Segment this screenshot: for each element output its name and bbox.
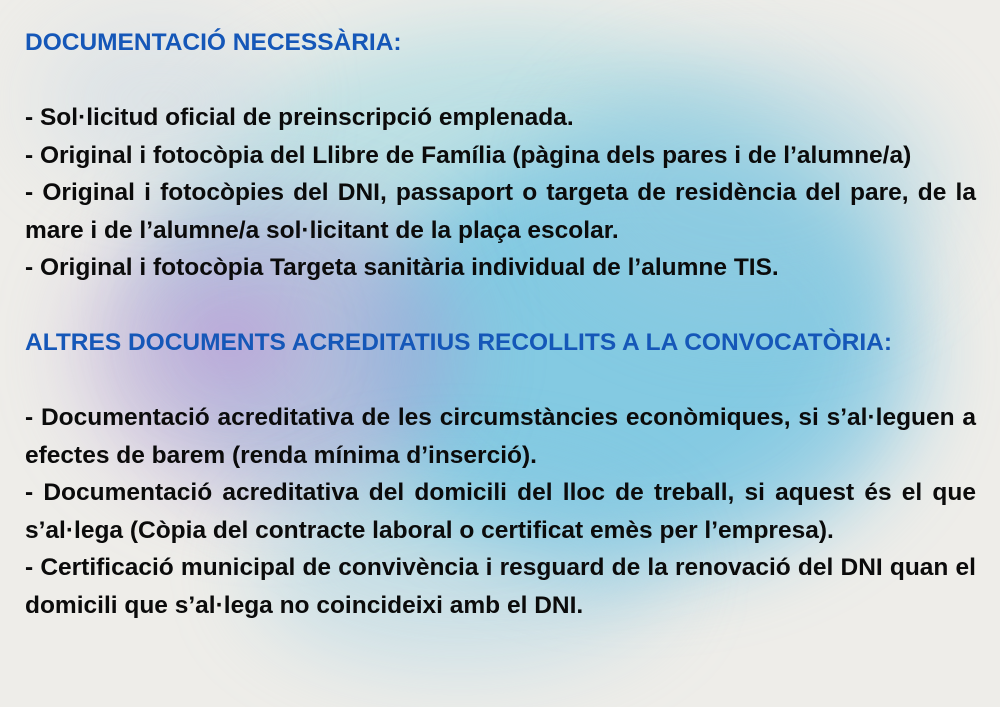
list-item: - Sol·licitud oficial de preinscripció emplenada. bbox=[25, 104, 574, 131]
blank-line bbox=[25, 362, 976, 400]
document-body bbox=[25, 24, 976, 624]
list-item: - Original i fotocòpies del DNI, passaport o targeta de residència del pare, de la mare i de l’alumne/a sol·licitant de la plaça escolar. bbox=[25, 179, 976, 244]
section-heading-other-documents: ALTRES DOCUMENTS ACREDITATIUS RECOLLITS A LA CONVOCATÒRIA: bbox=[25, 329, 892, 356]
blank-line bbox=[25, 62, 976, 100]
list-item: - Documentació acreditativa del domicili del lloc de treball, si aquest és el que s’al·lega (Còpia del contracte laboral o certificat emès per l’empresa). bbox=[25, 479, 976, 544]
list-item: - Documentació acreditativa de les circumstàncies econòmiques, si s’al·leguen a efectes de barem (renda mínima d’inserció). bbox=[25, 404, 976, 469]
blank-line bbox=[25, 287, 976, 325]
section-heading-required-documents: DOCUMENTACIÓ NECESSÀRIA: bbox=[25, 29, 402, 56]
list-item: - Certificació municipal de convivència i resguard de la renovació del DNI quan el domicili que s’al·lega no coincideixi amb el DNI. bbox=[25, 554, 976, 619]
list-item: - Original i fotocòpia del Llibre de Família (pàgina dels pares i de l’alumne/a) bbox=[25, 141, 912, 169]
list-item: - Original i fotocòpia Targeta sanitària individual de l’alumne TIS. bbox=[25, 254, 779, 281]
